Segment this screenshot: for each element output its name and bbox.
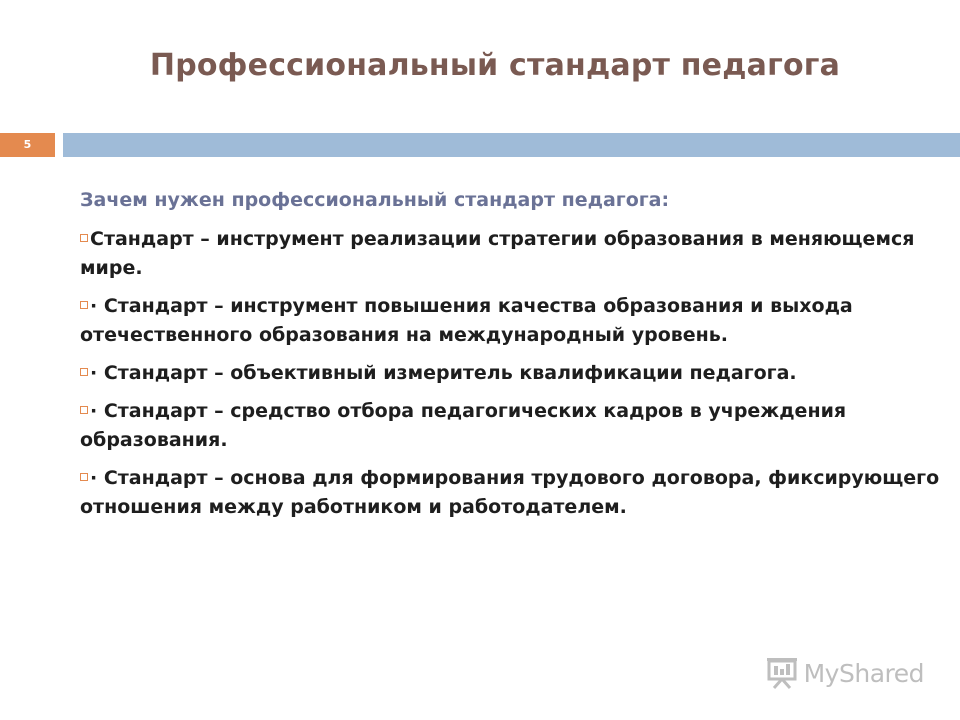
bullet-item <box>80 464 940 522</box>
presentation-board-icon <box>764 656 800 690</box>
bullet-text: · Стандарт – основа для формирования трудового договора, фиксирующего отношения между работником и работодателем. <box>80 467 940 518</box>
slide-title: Профессиональный стандарт педагога <box>149 48 841 83</box>
bullet-item <box>80 397 940 455</box>
square-bullet-icon <box>80 234 88 242</box>
square-bullet-icon <box>80 301 88 309</box>
slide-content <box>80 186 940 531</box>
bullet-item <box>80 359 940 388</box>
bullet-text: · Стандарт – объективный измеритель квалификации педагога. <box>90 362 797 384</box>
bullet-text: · Стандарт – средство отбора педагогических кадров в учреждения образования. <box>80 400 847 451</box>
bullet-item <box>80 292 940 350</box>
slide-number: 5 <box>23 138 32 151</box>
square-bullet-icon <box>80 368 88 376</box>
bullet-item <box>80 225 940 283</box>
header-divider-bar <box>63 133 960 157</box>
square-bullet-icon <box>80 473 88 481</box>
square-bullet-icon <box>80 406 88 414</box>
bullet-text: · Стандарт – инструмент повышения качества образования и выхода отечественного образования на международный уровень. <box>80 295 853 346</box>
watermark-text: MyShared <box>803 658 924 688</box>
watermark-logo <box>764 656 924 690</box>
bullet-text: Стандарт – инструмент реализации стратегии образования в меняющемся мире. <box>80 228 915 279</box>
slide-subtitle: Зачем нужен профессиональный стандарт педагога: <box>80 189 670 211</box>
